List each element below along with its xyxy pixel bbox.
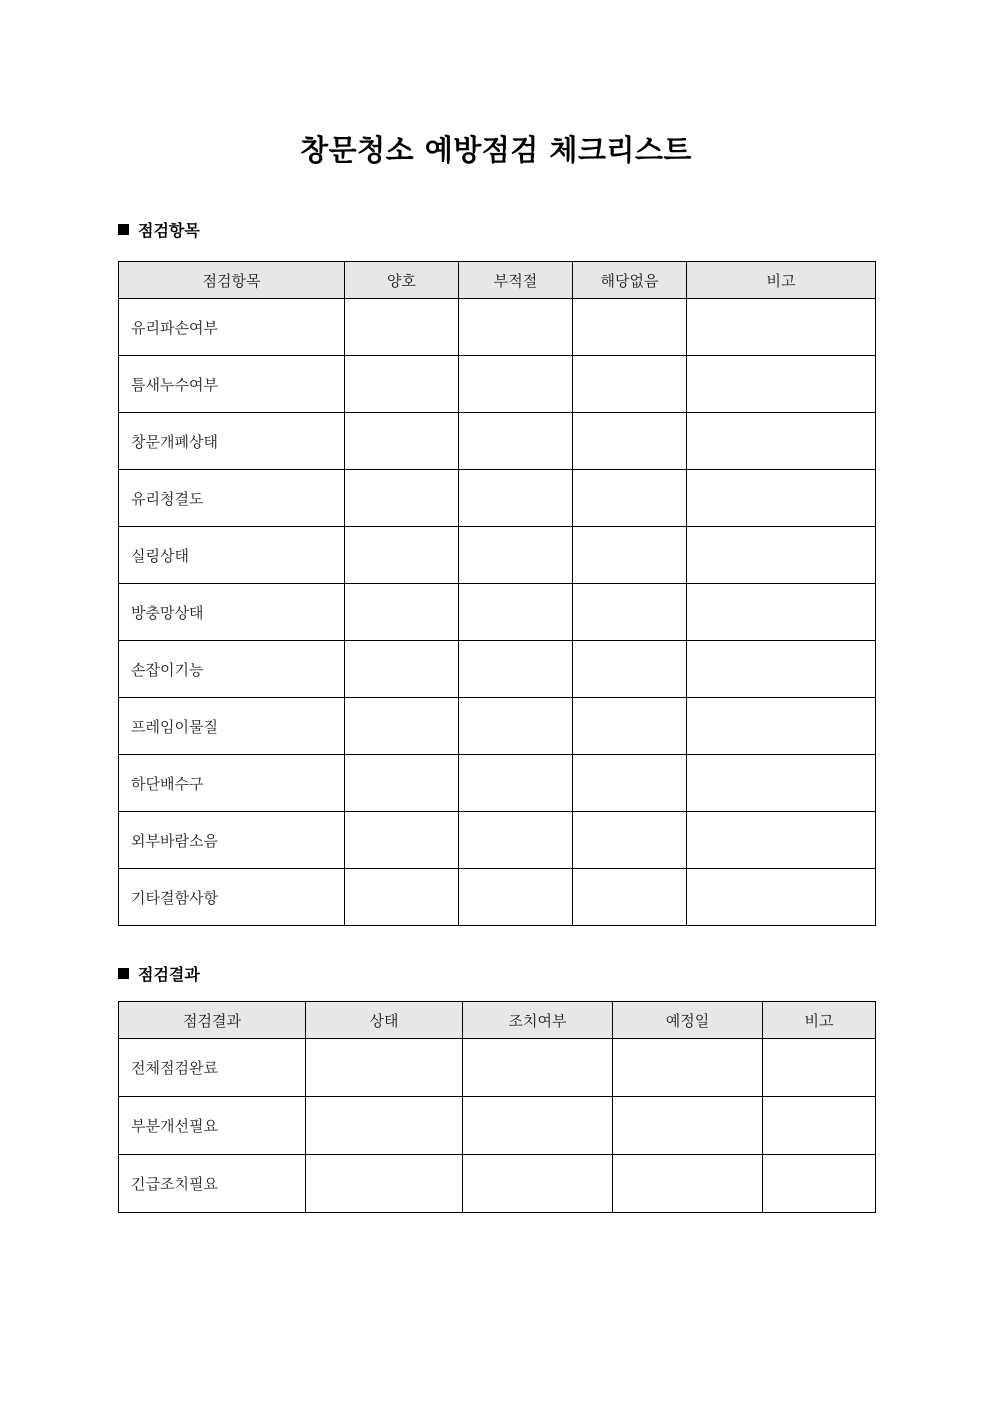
- section-heading-inspection-result: [118, 962, 200, 985]
- cell-note[interactable]: [687, 356, 876, 413]
- column-header-action: 조치여부: [463, 1002, 613, 1039]
- inspection-result-table: [118, 1001, 876, 1213]
- table-row: [119, 812, 876, 869]
- column-header-note: 비고: [763, 1002, 876, 1039]
- cell-na[interactable]: [573, 413, 687, 470]
- section-heading-label: 점검결과: [138, 965, 200, 984]
- cell-date[interactable]: [613, 1039, 763, 1097]
- cell-good[interactable]: [345, 356, 459, 413]
- cell-bad[interactable]: [459, 641, 573, 698]
- cell-bad[interactable]: [459, 812, 573, 869]
- row-label: 창문개폐상태: [119, 413, 345, 470]
- table-row: [119, 698, 876, 755]
- cell-state[interactable]: [306, 1039, 463, 1097]
- row-label: 긴급조치필요: [119, 1155, 306, 1213]
- cell-bad[interactable]: [459, 698, 573, 755]
- cell-good[interactable]: [345, 527, 459, 584]
- cell-na[interactable]: [573, 584, 687, 641]
- inspection-items-table: [118, 261, 876, 926]
- row-label: 유리청결도: [119, 470, 345, 527]
- row-label: 틈새누수여부: [119, 356, 345, 413]
- cell-good[interactable]: [345, 869, 459, 926]
- table-row: [119, 527, 876, 584]
- cell-note[interactable]: [763, 1039, 876, 1097]
- cell-na[interactable]: [573, 698, 687, 755]
- column-header-na: 해당없음: [573, 262, 687, 299]
- table-header-row: [119, 1002, 876, 1039]
- cell-action[interactable]: [463, 1155, 613, 1213]
- cell-action[interactable]: [463, 1039, 613, 1097]
- cell-bad[interactable]: [459, 470, 573, 527]
- table-row: [119, 1155, 876, 1213]
- column-header-bad: 부적절: [459, 262, 573, 299]
- cell-note[interactable]: [687, 584, 876, 641]
- cell-state[interactable]: [306, 1155, 463, 1213]
- column-header-good: 양호: [345, 262, 459, 299]
- section-heading-label: 점검항목: [138, 221, 200, 240]
- table-row: [119, 869, 876, 926]
- cell-note[interactable]: [763, 1155, 876, 1213]
- cell-note[interactable]: [687, 470, 876, 527]
- cell-good[interactable]: [345, 299, 459, 356]
- column-header-note: 비고: [687, 262, 876, 299]
- table-row: [119, 1097, 876, 1155]
- table-row: [119, 356, 876, 413]
- cell-bad[interactable]: [459, 755, 573, 812]
- cell-na[interactable]: [573, 299, 687, 356]
- cell-bad[interactable]: [459, 413, 573, 470]
- cell-na[interactable]: [573, 812, 687, 869]
- column-header-result: 점검결과: [119, 1002, 306, 1039]
- row-label: 실링상태: [119, 527, 345, 584]
- cell-note[interactable]: [687, 812, 876, 869]
- cell-bad[interactable]: [459, 869, 573, 926]
- table-row: [119, 641, 876, 698]
- row-label: 전체점검완료: [119, 1039, 306, 1097]
- cell-bad[interactable]: [459, 299, 573, 356]
- row-label: 부분개선필요: [119, 1097, 306, 1155]
- cell-na[interactable]: [573, 527, 687, 584]
- cell-na[interactable]: [573, 869, 687, 926]
- cell-bad[interactable]: [459, 584, 573, 641]
- cell-good[interactable]: [345, 755, 459, 812]
- table-row: [119, 584, 876, 641]
- cell-date[interactable]: [613, 1097, 763, 1155]
- row-label: 유리파손여부: [119, 299, 345, 356]
- cell-date[interactable]: [613, 1155, 763, 1213]
- row-label: 손잡이기능: [119, 641, 345, 698]
- cell-good[interactable]: [345, 584, 459, 641]
- cell-note[interactable]: [687, 641, 876, 698]
- cell-good[interactable]: [345, 641, 459, 698]
- cell-state[interactable]: [306, 1097, 463, 1155]
- cell-note[interactable]: [687, 698, 876, 755]
- table-row: [119, 755, 876, 812]
- cell-note[interactable]: [687, 299, 876, 356]
- row-label: 하단배수구: [119, 755, 345, 812]
- cell-na[interactable]: [573, 641, 687, 698]
- square-bullet-icon: [118, 968, 129, 979]
- row-label: 기타결함사항: [119, 869, 345, 926]
- cell-note[interactable]: [687, 527, 876, 584]
- cell-good[interactable]: [345, 812, 459, 869]
- cell-good[interactable]: [345, 698, 459, 755]
- table-header-row: [119, 262, 876, 299]
- cell-na[interactable]: [573, 356, 687, 413]
- table-row: [119, 413, 876, 470]
- cell-bad[interactable]: [459, 527, 573, 584]
- cell-note[interactable]: [687, 413, 876, 470]
- cell-na[interactable]: [573, 755, 687, 812]
- row-label: 프레임이물질: [119, 698, 345, 755]
- cell-good[interactable]: [345, 413, 459, 470]
- row-label: 외부바람소음: [119, 812, 345, 869]
- table-row: [119, 1039, 876, 1097]
- cell-na[interactable]: [573, 470, 687, 527]
- table-row: [119, 299, 876, 356]
- cell-action[interactable]: [463, 1097, 613, 1155]
- page-title: 창문청소 예방점검 체크리스트: [300, 133, 692, 167]
- cell-note[interactable]: [687, 755, 876, 812]
- square-bullet-icon: [118, 224, 129, 235]
- column-header-date: 예정일: [613, 1002, 763, 1039]
- row-label: 방충망상태: [119, 584, 345, 641]
- inspection-result-body: [119, 1039, 876, 1213]
- inspection-items-body: [119, 299, 876, 926]
- column-header-state: 상태: [306, 1002, 463, 1039]
- cell-note[interactable]: [763, 1097, 876, 1155]
- section-heading-inspection-items: [118, 218, 200, 241]
- cell-good[interactable]: [345, 470, 459, 527]
- column-header-item: 점검항목: [119, 262, 345, 299]
- cell-note[interactable]: [687, 869, 876, 926]
- cell-bad[interactable]: [459, 356, 573, 413]
- table-row: [119, 470, 876, 527]
